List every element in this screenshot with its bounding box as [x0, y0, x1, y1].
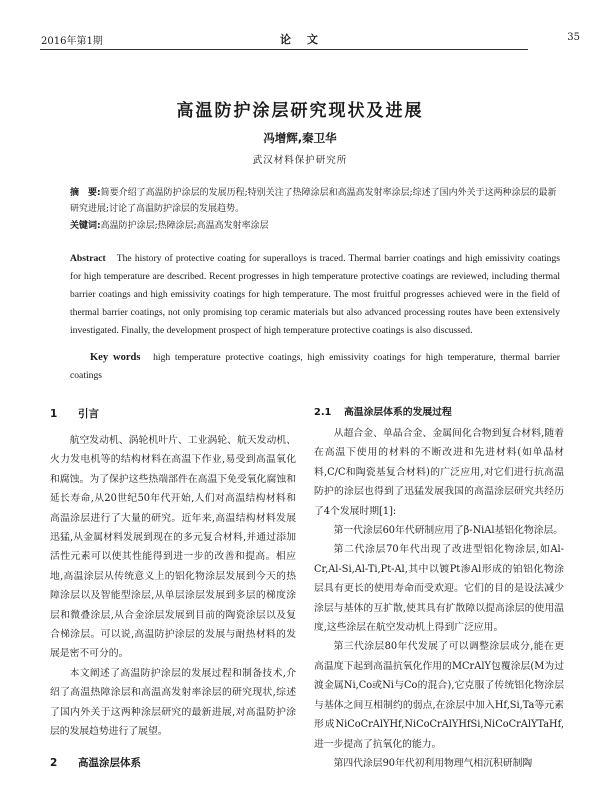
article-title: 高温防护涂层研究现状及进展 [176, 101, 424, 121]
body-paragraph: 第二代涂层70年代出现了改进型铝化物涂层,如Al-Cr,Al-Si,Al-Ti,Pt-Al,其中以镀Pt渗Al形成的铂铝化物涂层具有更长的使用寿命而受欢迎。它们的目的是设法减少涂层与基体的互扩散,使其具有扩散障以提高涂层的使用温度,这些涂层在航空发动机上得到广泛应用。 [314, 544, 564, 634]
page-number: 35 [567, 32, 580, 43]
body-paragraph: 第四代涂层90年代初利用物理气相沉积研制陶 [333, 757, 533, 769]
chinese-keywords-label: 关键词: [70, 221, 101, 231]
right-column [314, 405, 564, 773]
english-keywords [70, 349, 560, 385]
article-authors: 冯增辉,秦卫华 [263, 131, 337, 145]
running-header [40, 30, 580, 48]
chinese-keywords-text: 高温防护涂层;热障涂层;高温高发射率涂层 [100, 221, 269, 231]
body-paragraph: 航空发动机、涡轮机叶片、工业涡轮、航天发动机、火力发电机等的结构材料在高温下作业,易受到高温氧化和腐蚀。为了保护这些热端部件在高温下免受氧化腐蚀和延长寿命,从20世纪50年代开始,人们对高温结构材料和高温涂层进行了大量的研究。近年来,高温结构材料发展迅猛,从金属材料发展到现在的多元复合材料,并通过添加活性元素可以使其性能得到进一步的改善和提高。相应地,高温涂层从传统意义上的铝化物涂层发展到今天的热障涂层以及智能型涂层,从单层涂层发展到多层的梯度涂层和微叠涂层,从合金涂层发展到目前的陶瓷涂层以及复合梯涂层。可以说,高温防护涂层的发展与耐热材料的发展是密不可分的。 [50, 435, 296, 660]
header-rule [40, 49, 528, 50]
body-paragraph: 从超合金、单晶合金、金属间化合物到复合材料,随着在高温下使用的材料的不断改进和先进材料(如单晶材料,C/C和陶瓷基复合材料)的广泛应用,对它们进行抗高温防护的涂层也得到了迅猛发展我国的高温涂层研究共经历了4个发展时期[1]: [314, 428, 564, 517]
chinese-abstract [70, 185, 562, 217]
section-heading-coating-systems [50, 754, 296, 774]
body-paragraph: 第一代涂层60年代研制应用了β-NiAl基铝化物涂层。 [333, 525, 564, 537]
subsection-number: 2.1 [314, 407, 332, 418]
journal-issue: 2016年第1期 [41, 36, 103, 47]
english-abstract-text: The history of protective coating for superalloys is traced. Thermal barrier coatings and high emissivity coatings for high temperature are described. Recent progresses in high temperature protective coatings are reviewed, including thermal barrier coatings and high emissivity coatings for high temperature. The most fruitful progresses achieved were in the field of thermal barrier coatings, not only promising top ceramic materials but also advanced processing routes have been extensively investigated. Finally, the development prospect of high temperature protective coatings is also discussed. [70, 253, 560, 336]
article-affiliation: 武汉材料保护研究所 [252, 155, 348, 166]
subsection-heading [314, 405, 564, 424]
left-column [50, 405, 296, 780]
section-number: 2 [50, 756, 58, 769]
section-number: 1 [50, 408, 58, 420]
section-label: 论 文 [280, 33, 324, 46]
english-keywords-label: Key words [90, 352, 141, 363]
body-paragraph: 本文阐述了高温防护涂层的发展过程和制备技术,介绍了高温热障涂层和高温高发射率涂层的研究现状,综述了国内外关于这两种涂层研究的最新进展,对高温防护涂层的发展趋势进行了展望。 [50, 667, 296, 738]
section-title: 引言 [78, 408, 99, 420]
english-keywords-text: high temperature protective coatings, high emissivity coatings for high temperature, thermal barrier coatings [70, 352, 561, 381]
body-paragraph: 第三代涂层80年代发展了可以调整涂层成分,能在更高温度下起到高温抗氧化作用的MCrAlY包覆涂层(M为过渡金属Ni,Co或Ni与Co的混合),它克服了传统铝化物涂层与基体之间互相制约的弱点,在涂层中加入Hf,Si,Ta等元素形成NiCoCrAlYHf,NiCoCrAlYHfSi,NiCoCrAlYTaHf,进一步提高了抗氧化的能力。 [314, 641, 564, 750]
chinese-keywords [70, 218, 562, 234]
section-heading-introduction [50, 405, 296, 425]
english-abstract [70, 250, 560, 340]
english-abstract-label: Abstract [70, 253, 106, 264]
chinese-abstract-label: 摘 要: [70, 188, 101, 198]
chinese-abstract-text: 简要介绍了高温防护涂层的发展历程;特别关注了热障涂层和高温高发射率涂层;综述了国内外关于这两种涂层的最新研究进展;讨论了高温防护涂层的发展趋势。 [70, 188, 557, 214]
section-title: 高温涂层体系 [78, 756, 141, 769]
subsection-title: 高温涂层体系的发展过程 [344, 407, 452, 418]
